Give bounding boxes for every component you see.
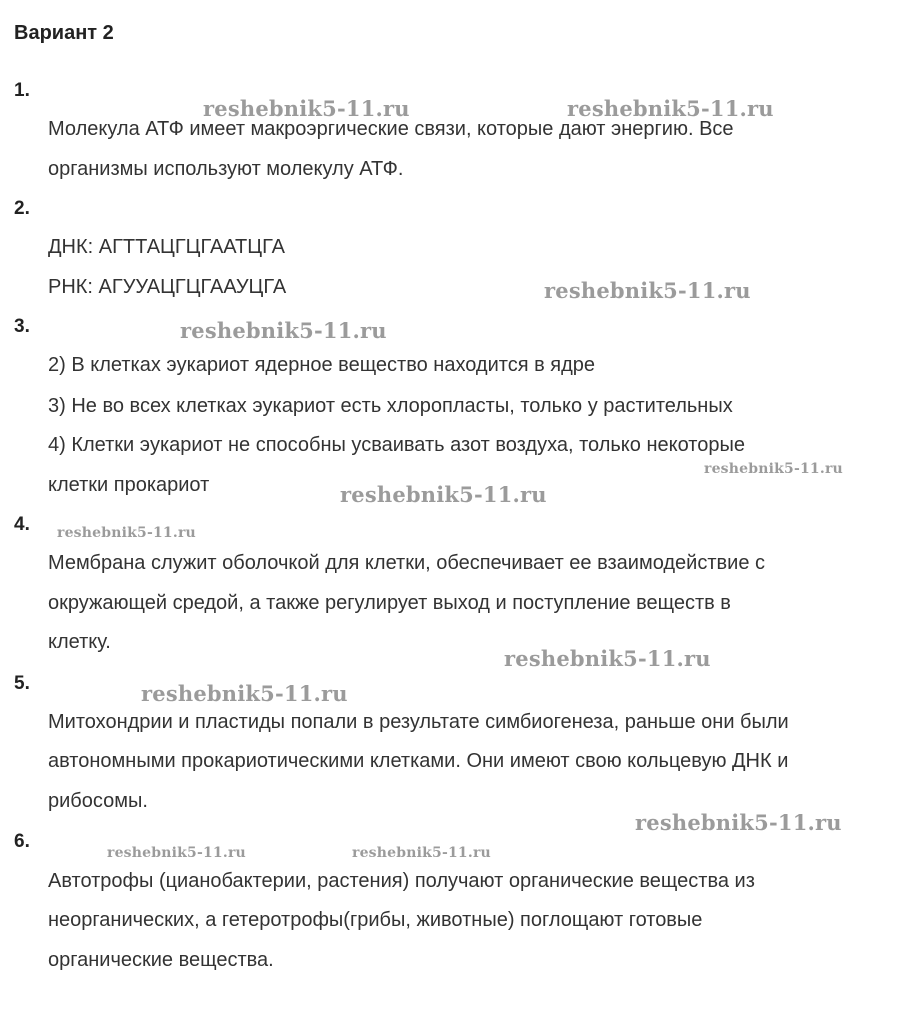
question-3-line-3: 4) Клетки эукариот не способны усваивать азот воздуха, только некоторые bbox=[48, 434, 745, 456]
watermark: reshebnik5-11.ru bbox=[180, 318, 387, 343]
watermark: reshebnik5-11.ru bbox=[352, 845, 491, 861]
question-2-line-2: РНК: АГУУАЦГЦГААУЦГА bbox=[48, 276, 287, 298]
question-6-number: 6. bbox=[14, 831, 30, 852]
question-3-line-1: 2) В клетках эукариот ядерное вещество находится в ядре bbox=[48, 354, 596, 376]
watermark: reshebnik5-11.ru bbox=[635, 810, 842, 835]
watermark: reshebnik5-11.ru bbox=[544, 278, 751, 303]
question-1-line-1: Молекула АТФ имеет макроэргические связи, которые дают энергию. Все bbox=[48, 118, 734, 140]
watermark: reshebnik5-11.ru bbox=[504, 646, 711, 671]
question-5-line-2: автономными прокариотическими клетками. Они имеют свою кольцевую ДНК и bbox=[48, 750, 789, 772]
watermark: reshebnik5-11.ru bbox=[141, 681, 348, 706]
question-3-line-4: клетки прокариот bbox=[48, 474, 210, 496]
question-4-number: 4. bbox=[14, 514, 30, 535]
watermark: reshebnik5-11.ru bbox=[340, 482, 547, 507]
question-6-line-1: Автотрофы (цианобактерии, растения) получают органические вещества из bbox=[48, 870, 755, 892]
watermark: reshebnik5-11.ru bbox=[107, 845, 246, 861]
watermark: reshebnik5-11.ru bbox=[704, 461, 843, 477]
question-2-line-1: ДНК: АГТТАЦГЦГААТЦГА bbox=[48, 236, 285, 258]
question-6-line-2: неорганических, а гетеротрофы(грибы, животные) поглощают готовые bbox=[48, 909, 703, 931]
question-3-number: 3. bbox=[14, 316, 30, 337]
watermark: reshebnik5-11.ru bbox=[567, 96, 774, 121]
question-5-line-1: Митохондрии и пластиды попали в результате симбиогенеза, раньше они были bbox=[48, 711, 789, 733]
question-6-line-3: органические вещества. bbox=[48, 949, 274, 971]
question-4-line-2: окружающей средой, а также регулирует выход и поступление веществ в bbox=[48, 592, 731, 614]
question-1-line-2: организмы используют молекулу АТФ. bbox=[48, 158, 404, 180]
question-4-line-3: клетку. bbox=[48, 631, 111, 653]
question-2-number: 2. bbox=[14, 198, 30, 219]
document-title: Вариант 2 bbox=[14, 22, 114, 44]
question-4-line-1: Мембрана служит оболочкой для клетки, обеспечивает ее взаимодействие с bbox=[48, 552, 765, 574]
watermark: reshebnik5-11.ru bbox=[203, 96, 410, 121]
question-5-number: 5. bbox=[14, 673, 30, 694]
question-5-line-3: рибосомы. bbox=[48, 790, 148, 812]
question-1-number: 1. bbox=[14, 80, 30, 101]
question-3-line-2: 3) Не во всех клетках эукариот есть хлоропласты, только у растительных bbox=[48, 395, 733, 417]
watermark: reshebnik5-11.ru bbox=[57, 525, 196, 541]
